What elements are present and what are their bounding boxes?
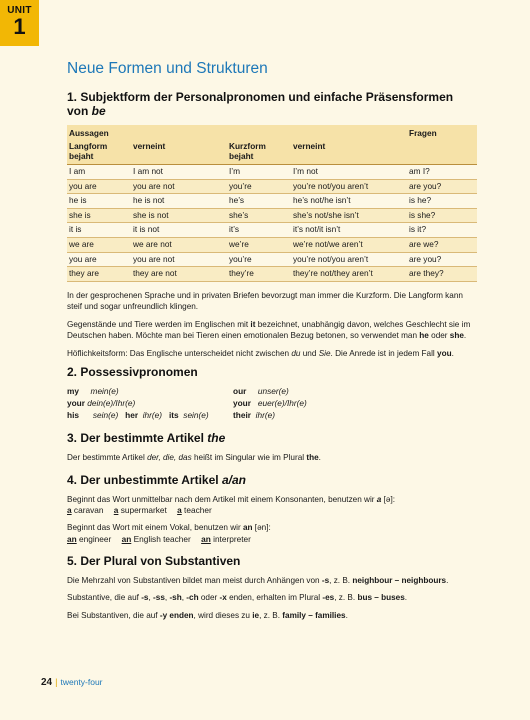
pronoun-table-body (67, 165, 477, 282)
bold-example: bus – buses (357, 593, 405, 603)
word: English teacher (131, 533, 191, 544)
example-item (177, 505, 212, 515)
section-4-heading-em: a/an (221, 472, 246, 487)
bold: ie (252, 610, 260, 620)
text: Gegenstände und Tiere werden im Englischen mit (67, 319, 251, 329)
bold: -s (141, 593, 149, 603)
possessive-his-her-its (67, 410, 209, 422)
example-item (122, 534, 191, 544)
paragraph-an (67, 522, 477, 534)
bold-example: neighbour – neighbours (352, 575, 447, 585)
table-cell: she’s not/she isn’t (291, 208, 407, 223)
paragraph-kurzform: In der gesprochenen Sprache und in privaten Briefen bevorzugt man immer die Kurzform. Die Langform kann steif und sogar unfreundlich klingen. (67, 290, 463, 312)
section-4-heading (67, 473, 477, 487)
example-item (201, 534, 251, 544)
en: my (67, 386, 79, 397)
text: Substantive, die auf (67, 593, 142, 603)
en: its (168, 410, 179, 421)
table-col-verneint-2: verneint (291, 139, 407, 165)
text: [ə]: (381, 494, 395, 504)
bold-an: an (242, 523, 253, 533)
possessive-their (233, 410, 275, 422)
table-row (67, 179, 477, 194)
article: an (67, 533, 77, 544)
article: a (177, 505, 182, 516)
bold-she: she (449, 331, 464, 341)
section-1-heading-text: 1. Subjektform der Personalpronomen und einfache Präsensformen von (67, 90, 454, 118)
table-row (67, 165, 477, 180)
table-col-verneint-1: verneint (131, 139, 227, 165)
section-5-heading: 5. Der Plural von Substantiven (67, 553, 241, 568)
word: supermarket (118, 505, 167, 516)
possessive-your (67, 398, 135, 410)
bold-it: it (250, 319, 256, 329)
table-cell: are you? (407, 179, 477, 194)
table-cell: are we? (407, 237, 477, 252)
section-2-heading: 2. Possessivpronomen (67, 365, 198, 380)
table-cell: you’re (227, 252, 291, 267)
section-3-heading-em: the (207, 431, 226, 446)
text: Bei Substantiven, die auf (67, 610, 160, 620)
table-cell: I’m (227, 165, 291, 180)
paragraph-the (67, 452, 477, 464)
en: our (233, 386, 247, 397)
text: , wird dieses zu (193, 610, 253, 620)
text: , (148, 593, 154, 603)
table-col-langform: Langform bejaht (67, 139, 131, 165)
bold-you: you (437, 348, 452, 358)
table-cell: you’re (227, 179, 291, 194)
text: . (446, 575, 449, 585)
text: enden, erhalten im Plural (226, 593, 323, 603)
table-cell: it’s (227, 223, 291, 238)
text: heißt im Singular wie im Plural (191, 453, 307, 463)
text: , z. B. (259, 610, 283, 620)
table-cell: it’s not/it isn’t (291, 223, 407, 238)
possessive-my (67, 386, 119, 398)
pronoun-table (67, 125, 477, 282)
table-cell: you’re not/you aren’t (291, 252, 407, 267)
table-cell: am I? (407, 165, 477, 180)
table-cell: he’s not/he isn’t (291, 194, 407, 209)
table-row (67, 267, 477, 282)
table-cell: he is (67, 194, 131, 209)
de: ihr(e) (142, 410, 163, 421)
table-cell: he’s (227, 194, 291, 209)
de: mein(e) (90, 386, 119, 397)
table-cell: we’re not/we aren’t (291, 237, 407, 252)
text: , (181, 593, 187, 603)
paragraph-plural-es (67, 592, 477, 604)
table-cell: it is (67, 223, 131, 238)
text: oder (428, 331, 450, 341)
table-group-aussagen: Aussagen (67, 125, 407, 139)
possessive-grid (67, 386, 477, 422)
section-4-heading-text: 4. Der unbestimmte Artikel (67, 472, 222, 487)
article: an (201, 533, 211, 544)
table-cell: they’re (227, 267, 291, 282)
table-cell: you’re not/you aren’t (291, 179, 407, 194)
de: ihr(e) (255, 410, 275, 421)
table-cell: we are (67, 237, 131, 252)
page-content (67, 60, 477, 627)
table-cell: he is not (131, 194, 227, 209)
text: Die Mehrzahl von Substantiven bildet man meist durch Anhängen von (67, 575, 322, 585)
examples-an (67, 534, 477, 545)
bold: -es (322, 593, 335, 603)
text: Beginnt das Wort mit einem Vokal, benutzen wir (67, 523, 243, 533)
paragraph-plural-s (67, 575, 477, 587)
table-cell: is he? (407, 194, 477, 209)
italic-du: du (291, 348, 301, 358)
text: , z. B. (334, 593, 358, 603)
bold: -ch (186, 593, 199, 603)
paragraph-hoeflichkeit (67, 348, 477, 360)
bold-example: family – families (282, 610, 346, 620)
footer-divider: | (55, 677, 58, 687)
de: euer(e)/Ihr(e) (257, 398, 307, 409)
italic-sie: Sie (318, 348, 331, 358)
text: . (318, 453, 321, 463)
table-cell: they’re not/they aren’t (291, 267, 407, 282)
bold: -y enden (159, 610, 194, 620)
table-cell: are they? (407, 267, 477, 282)
paragraph-it (67, 319, 477, 342)
bold: -x (219, 593, 227, 603)
table-cell: I’m not (291, 165, 407, 180)
table-cell: she is (67, 208, 131, 223)
page-footer (41, 677, 103, 688)
italic: der, die, das (147, 453, 192, 463)
text: , (164, 593, 170, 603)
table-cell: is she? (407, 208, 477, 223)
bold-the: the (306, 453, 319, 463)
en: your (233, 398, 251, 409)
de: sein(e) (183, 410, 209, 421)
table-cell: I am not (131, 165, 227, 180)
page-number: 24 (41, 677, 53, 688)
word: engineer (76, 533, 112, 544)
table-cell: we are not (131, 237, 227, 252)
text: . (345, 610, 348, 620)
en: her (125, 410, 139, 421)
table-cell: you are not (131, 252, 227, 267)
table-cell: we’re (227, 237, 291, 252)
en: his (67, 410, 79, 421)
de: sein(e) (92, 410, 119, 421)
table-group-fragen: Fragen (407, 125, 477, 139)
table-row (67, 208, 477, 223)
table-col-kurzform: Kurzform bejaht (227, 139, 291, 165)
text: Beginnt das Wort unmittelbar nach dem Artikel mit einem Konsonanten, benutzen wir (67, 494, 377, 504)
bold: -ss (153, 593, 165, 603)
text: , z. B. (329, 575, 353, 585)
unit-tab (0, 0, 39, 46)
paragraph-plural-ies (67, 610, 477, 622)
example-item (67, 505, 103, 515)
example-item (67, 534, 111, 544)
section-1-heading-em: be (91, 104, 106, 118)
section-3-heading (67, 431, 477, 445)
table-row (67, 252, 477, 267)
table-cell: are you? (407, 252, 477, 267)
possessive-your-plural (233, 398, 307, 410)
de: dein(e)/Ihr(e) (87, 398, 136, 409)
word: caravan (71, 505, 104, 516)
text: . Die Anrede ist in jedem Fall (330, 348, 438, 358)
table-cell: you are (67, 179, 131, 194)
en: your (67, 398, 85, 409)
table-cell: she’s (227, 208, 291, 223)
table-row (67, 223, 477, 238)
page-number-word: twenty-four (60, 677, 103, 687)
text: Höflichkeitsform: Das Englische unterscheidet nicht zwischen (67, 348, 292, 358)
paragraph-a (67, 494, 477, 506)
text: . (404, 593, 408, 603)
table-cell: you are (67, 252, 131, 267)
bold: -sh (169, 593, 182, 603)
article: an (121, 533, 132, 544)
table-row (67, 194, 477, 209)
bold-he: he (419, 331, 429, 341)
table-row (67, 237, 477, 252)
text: bezeichnet, unabhängig davon, welches Geschlecht sie im Deutschen haben. Möchte man bei Tieren einen emotionalen Bezug betonen, so verwendet man (67, 319, 471, 341)
unit-number: 1 (13, 14, 26, 39)
examples-a (67, 505, 477, 516)
table-cell: they are not (131, 267, 227, 282)
word: teacher (181, 505, 212, 516)
word: interpreter (210, 533, 251, 544)
table-cell: she is not (131, 208, 227, 223)
table-col-fragen (407, 139, 477, 165)
text: [ən]: (252, 523, 271, 533)
unit-label: UNIT (7, 5, 32, 16)
section-1-heading (67, 90, 477, 118)
text: Der bestimmte Artikel (67, 453, 148, 463)
de: unser(e) (257, 386, 289, 397)
table-cell: you are not (131, 179, 227, 194)
page-title: Neue Formen und Strukturen (67, 60, 268, 77)
section-3-heading-text: 3. Der bestimmte Artikel (67, 431, 208, 446)
text: . (451, 348, 454, 358)
bold-a: a (376, 494, 382, 504)
possessive-our (233, 386, 289, 398)
text: und (300, 348, 319, 358)
text: . (463, 331, 467, 341)
table-cell: it is not (131, 223, 227, 238)
table-cell: is it? (407, 223, 477, 238)
bold: -s (321, 575, 330, 585)
table-cell: they are (67, 267, 131, 282)
en: their (233, 410, 251, 421)
table-cell: I am (67, 165, 131, 180)
article: a (113, 505, 119, 516)
text: oder (198, 593, 220, 603)
example-item (114, 505, 167, 515)
article: a (67, 505, 72, 516)
